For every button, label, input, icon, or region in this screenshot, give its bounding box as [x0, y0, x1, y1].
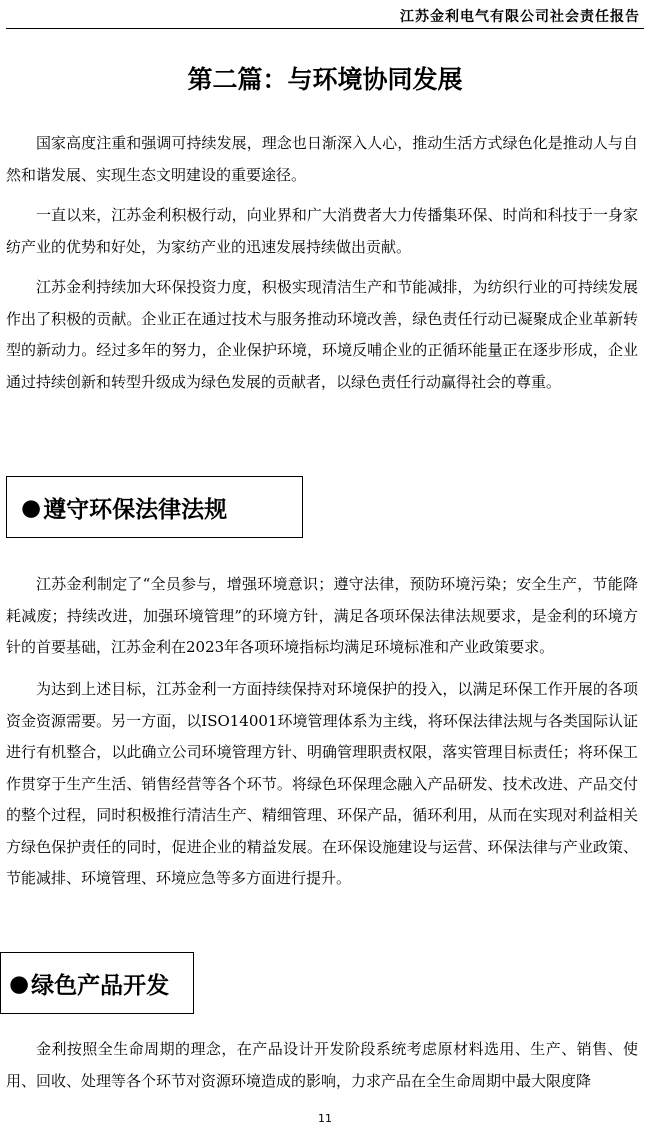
header-divider	[6, 28, 644, 29]
section-2-paragraph-1: 金利按照全生命周期的理念，在产品设计开发阶段系统考虑原材料选用、生产、销售、使用、回收、处理等各个环节对资源环境造成的影响，力求产品在全生命周期中最大限度降	[6, 1040, 638, 1090]
section-1-paragraph-2: 为达到上述目标，江苏金利一方面持续保持对环境保护的投入，以满足环保工作开展的各项资金资源需要。另一方面，以ISO14001环境管理体系为主线，将环保法律法规与各类国际认证进行有机整合，以此确立公司环境管理方针、明确管理职责权限，落实管理目标责任；将环保工作贯穿于生产生活、销售经营等各个环节。将绿色环保理念融入产品研发、技术改进、产品交付的整个过程，同时积极推行清洁生产、精细管理、环保产品，循环利用，从而在实现对利益相关方绿色保护责任的同时，促进企业的精益发展。在环保设施建设与运营、环保法律与产业政策、节能减排、环境管理、环境应急等多方面进行提升。	[6, 680, 638, 887]
intro-paragraph-2: 一直以来，江苏金利积极行动，向业界和广大消费者大力传播集环保、时尚和科技于一身家纺产业的优势和好处，为家纺产业的迅速发展持续做出贡献。	[6, 206, 638, 256]
section-heading-green-product-development	[0, 952, 194, 1014]
section-title: 遵守环保法律法规	[43, 495, 228, 523]
chapter-title: 第二篇：与环境协同发展	[187, 65, 463, 94]
intro-paragraph-1: 国家高度注重和强调可持续发展，理念也日渐深入人心，推动生活方式绿色化是推动人与自然和谐发展、实现生态文明建设的重要途径。	[6, 134, 638, 184]
intro-paragraph-3: 江苏金利持续加大环保投资力度，积极实现清洁生产和节能减排，为纺织行业的可持续发展作出了积极的贡献。企业正在通过技术与服务推动环境改善，绿色责任行动已凝聚成企业革新转型的新动力。经过多年的努力，企业保护环境，环境反哺企业的正循环能量正在逐步形成，企业通过持续创新和转型升级成为绿色发展的贡献者，以绿色责任行动赢得社会的尊重。	[6, 278, 638, 391]
section-title: 绿色产品开发	[31, 971, 170, 999]
bullet-icon: ●	[21, 493, 42, 521]
section-1-paragraph-1: 江苏金利制定了“全员参与，增强环境意识；遵守法律，预防环境污染；安全生产，节能降耗减废；持续改进，加强环境管理”的环境方针，满足各项环保法律法规要求，是金利的环境方针的首要基础，江苏金利在2023年各项环境指标均满足环境标准和产业政策要求。	[6, 575, 638, 656]
report-header-title: 江苏金利电气有限公司社会责任报告	[400, 9, 640, 25]
bullet-icon: ●	[9, 969, 30, 997]
section-heading-environmental-compliance	[6, 476, 303, 538]
page-number: 11	[318, 1112, 332, 1125]
